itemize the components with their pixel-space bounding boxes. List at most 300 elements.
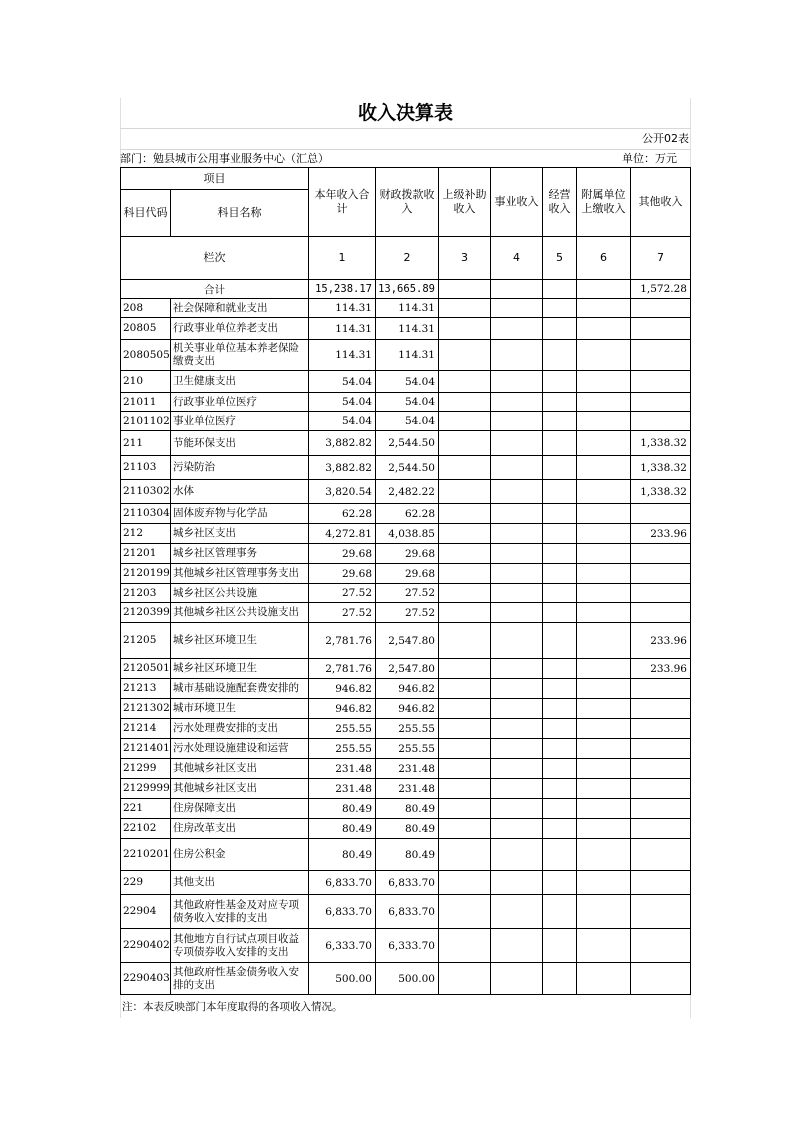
row-superior	[439, 895, 491, 929]
row-code: 208	[121, 299, 171, 318]
table-row	[121, 603, 691, 623]
row-code: 21011	[121, 393, 171, 412]
table-row	[121, 544, 691, 564]
row-code: 21203	[121, 584, 171, 603]
row-other	[631, 393, 691, 412]
row-business	[491, 819, 543, 839]
income-table	[120, 167, 691, 995]
row-operating	[543, 318, 577, 340]
row-other: 1,338.32	[631, 456, 691, 480]
row-total: 54.04	[309, 412, 376, 431]
total-value: 1,572.28	[631, 280, 691, 299]
row-business	[491, 299, 543, 318]
row-business	[491, 318, 543, 340]
row-business	[491, 963, 543, 995]
row-operating	[543, 739, 577, 759]
row-total: 114.31	[309, 340, 376, 371]
row-operating	[543, 799, 577, 819]
row-name: 卫生健康支出	[171, 371, 309, 393]
row-other	[631, 895, 691, 929]
row-business	[491, 524, 543, 544]
row-name: 污染防治	[171, 456, 309, 480]
row-superior	[439, 929, 491, 963]
seq-number: 2	[376, 237, 439, 280]
row-superior	[439, 623, 491, 659]
row-operating	[543, 819, 577, 839]
row-affiliated	[577, 929, 631, 963]
row-business	[491, 895, 543, 929]
row-affiliated	[577, 564, 631, 584]
row-fiscal: 114.31	[376, 299, 439, 318]
row-superior	[439, 963, 491, 995]
row-name: 城乡社区公共设施	[171, 584, 309, 603]
department-line	[120, 150, 691, 167]
row-name: 城市环境卫生	[171, 699, 309, 719]
row-fiscal: 2,547.80	[376, 659, 439, 679]
row-affiliated	[577, 318, 631, 340]
row-business	[491, 659, 543, 679]
row-operating	[543, 603, 577, 623]
total-row	[121, 280, 691, 299]
table-row	[121, 779, 691, 799]
row-affiliated	[577, 603, 631, 623]
row-business	[491, 584, 543, 603]
header-code: 科目代码	[121, 190, 171, 237]
row-operating	[543, 719, 577, 739]
row-fiscal: 27.52	[376, 584, 439, 603]
row-name: 其他支出	[171, 871, 309, 895]
row-operating	[543, 895, 577, 929]
row-other	[631, 963, 691, 995]
row-affiliated	[577, 431, 631, 456]
row-other	[631, 318, 691, 340]
seq-number: 7	[631, 237, 691, 280]
table-row	[121, 318, 691, 340]
row-operating	[543, 480, 577, 504]
row-code: 2080505	[121, 340, 171, 371]
row-total: 114.31	[309, 299, 376, 318]
row-affiliated	[577, 679, 631, 699]
row-business	[491, 779, 543, 799]
header-col-superior: 上级补助收入	[439, 168, 491, 237]
row-fiscal: 54.04	[376, 371, 439, 393]
header-col-fiscal: 财政拨款收入	[376, 168, 439, 237]
row-business	[491, 929, 543, 963]
row-superior	[439, 819, 491, 839]
row-fiscal: 80.49	[376, 819, 439, 839]
row-fiscal: 6,833.70	[376, 871, 439, 895]
seq-number: 4	[491, 237, 543, 280]
row-superior	[439, 603, 491, 623]
row-total: 62.28	[309, 504, 376, 524]
row-total: 114.31	[309, 318, 376, 340]
row-operating	[543, 299, 577, 318]
row-business	[491, 799, 543, 819]
row-business	[491, 719, 543, 739]
row-other	[631, 799, 691, 819]
row-affiliated	[577, 799, 631, 819]
row-operating	[543, 340, 577, 371]
table-row	[121, 799, 691, 819]
row-fiscal: 255.55	[376, 719, 439, 739]
total-value	[439, 280, 491, 299]
row-name: 固体废弃物与化学品	[171, 504, 309, 524]
row-total: 4,272.81	[309, 524, 376, 544]
row-name: 其他城乡社区公共设施支出	[171, 603, 309, 623]
row-business	[491, 564, 543, 584]
row-fiscal: 29.68	[376, 544, 439, 564]
report-title: 收入决算表	[120, 98, 691, 129]
row-business	[491, 871, 543, 895]
row-total: 231.48	[309, 759, 376, 779]
row-other	[631, 779, 691, 799]
table-row	[121, 679, 691, 699]
row-name: 城乡社区环境卫生	[171, 659, 309, 679]
row-operating	[543, 659, 577, 679]
row-code: 22904	[121, 895, 171, 929]
row-name: 其他政府性基金债务收入安排的支出	[171, 963, 309, 995]
row-affiliated	[577, 623, 631, 659]
row-name: 行政事业单位医疗	[171, 393, 309, 412]
row-superior	[439, 504, 491, 524]
row-superior	[439, 584, 491, 603]
row-total: 80.49	[309, 819, 376, 839]
row-code: 22102	[121, 819, 171, 839]
row-operating	[543, 699, 577, 719]
row-total: 946.82	[309, 699, 376, 719]
row-affiliated	[577, 504, 631, 524]
row-fiscal: 62.28	[376, 504, 439, 524]
row-affiliated	[577, 456, 631, 480]
row-other	[631, 819, 691, 839]
row-other: 233.96	[631, 659, 691, 679]
row-operating	[543, 963, 577, 995]
row-fiscal: 255.55	[376, 739, 439, 759]
table-note: 注：本表反映部门本年度取得的各项收入情况。	[122, 1001, 343, 1013]
row-name: 其他政府性基金及对应专项债务收入安排的支出	[171, 895, 309, 929]
table-row	[121, 929, 691, 963]
row-total: 3,882.82	[309, 431, 376, 456]
row-code: 20805	[121, 318, 171, 340]
row-fiscal: 500.00	[376, 963, 439, 995]
header-col-total: 本年收入合计	[309, 168, 376, 237]
row-fiscal: 2,544.50	[376, 431, 439, 456]
table-row	[121, 699, 691, 719]
header-col-other: 其他收入	[631, 168, 691, 237]
row-name: 城乡社区环境卫生	[171, 623, 309, 659]
row-superior	[439, 340, 491, 371]
row-code: 2101102	[121, 412, 171, 431]
total-value: 13,665.89	[376, 280, 439, 299]
row-name: 节能环保支出	[171, 431, 309, 456]
header-name: 科目名称	[171, 190, 309, 237]
row-name: 社会保障和就业支出	[171, 299, 309, 318]
table-row	[121, 393, 691, 412]
table-row	[121, 584, 691, 603]
row-other	[631, 719, 691, 739]
row-name: 机关事业单位基本养老保险缴费支出	[171, 340, 309, 371]
row-operating	[543, 371, 577, 393]
row-total: 27.52	[309, 584, 376, 603]
form-number: 公开02表	[120, 129, 691, 150]
row-business	[491, 340, 543, 371]
row-total: 54.04	[309, 371, 376, 393]
row-business	[491, 412, 543, 431]
header-col-operating: 经营收入	[543, 168, 577, 237]
row-total: 6,833.70	[309, 871, 376, 895]
table-row	[121, 299, 691, 318]
table-row	[121, 871, 691, 895]
row-fiscal: 4,038.85	[376, 524, 439, 544]
row-code: 21205	[121, 623, 171, 659]
row-superior	[439, 739, 491, 759]
row-other	[631, 679, 691, 699]
row-affiliated	[577, 963, 631, 995]
row-code: 212	[121, 524, 171, 544]
row-code: 21103	[121, 456, 171, 480]
row-total: 80.49	[309, 799, 376, 819]
row-other: 233.96	[631, 524, 691, 544]
row-affiliated	[577, 480, 631, 504]
row-affiliated	[577, 584, 631, 603]
row-fiscal: 54.04	[376, 393, 439, 412]
row-operating	[543, 679, 577, 699]
row-operating	[543, 564, 577, 584]
row-code: 21214	[121, 719, 171, 739]
row-code: 211	[121, 431, 171, 456]
row-operating	[543, 929, 577, 963]
row-fiscal: 80.49	[376, 839, 439, 871]
row-other	[631, 564, 691, 584]
row-operating	[543, 759, 577, 779]
row-business	[491, 623, 543, 659]
row-superior	[439, 679, 491, 699]
row-affiliated	[577, 839, 631, 871]
row-code: 2210201	[121, 839, 171, 871]
row-affiliated	[577, 371, 631, 393]
row-other	[631, 504, 691, 524]
row-total: 6,833.70	[309, 895, 376, 929]
row-total: 3,882.82	[309, 456, 376, 480]
row-business	[491, 456, 543, 480]
table-row	[121, 480, 691, 504]
row-operating	[543, 839, 577, 871]
total-value	[577, 280, 631, 299]
row-other	[631, 544, 691, 564]
row-other	[631, 603, 691, 623]
seq-number: 1	[309, 237, 376, 280]
total-label: 合计	[121, 280, 309, 299]
table-row	[121, 340, 691, 371]
row-total: 27.52	[309, 603, 376, 623]
row-other	[631, 839, 691, 871]
row-affiliated	[577, 524, 631, 544]
total-value	[543, 280, 577, 299]
row-superior	[439, 524, 491, 544]
table-row	[121, 504, 691, 524]
row-name: 城市基础设施配套费安排的	[171, 679, 309, 699]
row-name: 城乡社区支出	[171, 524, 309, 544]
row-code: 2120199	[121, 564, 171, 584]
row-superior	[439, 699, 491, 719]
row-other: 1,338.32	[631, 480, 691, 504]
row-name: 行政事业单位养老支出	[171, 318, 309, 340]
row-name: 污水处理设施建设和运营	[171, 739, 309, 759]
row-superior	[439, 871, 491, 895]
row-other	[631, 759, 691, 779]
row-affiliated	[577, 659, 631, 679]
row-affiliated	[577, 819, 631, 839]
row-affiliated	[577, 340, 631, 371]
table-row	[121, 564, 691, 584]
row-total: 2,781.76	[309, 623, 376, 659]
row-superior	[439, 456, 491, 480]
row-business	[491, 759, 543, 779]
row-fiscal: 29.68	[376, 564, 439, 584]
row-total: 29.68	[309, 564, 376, 584]
row-code: 229	[121, 871, 171, 895]
row-superior	[439, 299, 491, 318]
row-affiliated	[577, 412, 631, 431]
row-code: 2110304	[121, 504, 171, 524]
unit-label: 单位：万元	[622, 152, 677, 165]
row-affiliated	[577, 299, 631, 318]
row-operating	[543, 524, 577, 544]
seq-number: 6	[577, 237, 631, 280]
row-name: 住房改革支出	[171, 819, 309, 839]
header-col-business: 事业收入	[491, 168, 543, 237]
row-affiliated	[577, 759, 631, 779]
table-row	[121, 895, 691, 929]
row-operating	[543, 871, 577, 895]
row-code: 2290402	[121, 929, 171, 963]
row-code: 2290403	[121, 963, 171, 995]
row-affiliated	[577, 739, 631, 759]
row-business	[491, 504, 543, 524]
row-operating	[543, 431, 577, 456]
row-total: 80.49	[309, 839, 376, 871]
row-code: 2129999	[121, 779, 171, 799]
row-superior	[439, 412, 491, 431]
row-code: 2121401	[121, 739, 171, 759]
row-affiliated	[577, 393, 631, 412]
row-fiscal: 2,482.22	[376, 480, 439, 504]
row-total: 946.82	[309, 679, 376, 699]
seq-number: 5	[543, 237, 577, 280]
table-row	[121, 431, 691, 456]
seq-number: 3	[439, 237, 491, 280]
row-code: 210	[121, 371, 171, 393]
row-total: 54.04	[309, 393, 376, 412]
row-total: 29.68	[309, 544, 376, 564]
row-code: 2120399	[121, 603, 171, 623]
row-operating	[543, 779, 577, 799]
row-name: 城乡社区管理事务	[171, 544, 309, 564]
row-business	[491, 839, 543, 871]
row-name: 其他地方自行试点项目收益专项债券收入安排的支出	[171, 929, 309, 963]
row-name: 其他城乡社区支出	[171, 779, 309, 799]
row-business	[491, 371, 543, 393]
row-other	[631, 871, 691, 895]
row-other	[631, 340, 691, 371]
row-operating	[543, 544, 577, 564]
row-fiscal: 27.52	[376, 603, 439, 623]
row-affiliated	[577, 871, 631, 895]
table-row	[121, 659, 691, 679]
row-business	[491, 544, 543, 564]
row-business	[491, 679, 543, 699]
row-business	[491, 699, 543, 719]
row-code: 2110302	[121, 480, 171, 504]
row-other	[631, 739, 691, 759]
row-fiscal: 6,333.70	[376, 929, 439, 963]
seq-row	[121, 237, 691, 280]
row-superior	[439, 839, 491, 871]
row-superior	[439, 431, 491, 456]
row-other	[631, 699, 691, 719]
table-row	[121, 739, 691, 759]
row-fiscal: 946.82	[376, 699, 439, 719]
table-row	[121, 759, 691, 779]
table-row	[121, 524, 691, 544]
table-row	[121, 963, 691, 995]
row-other: 233.96	[631, 623, 691, 659]
row-fiscal: 2,544.50	[376, 456, 439, 480]
row-name: 其他城乡社区支出	[171, 759, 309, 779]
row-other	[631, 371, 691, 393]
row-superior	[439, 480, 491, 504]
row-total: 255.55	[309, 739, 376, 759]
row-operating	[543, 504, 577, 524]
row-other	[631, 299, 691, 318]
row-other: 1,338.32	[631, 431, 691, 456]
header-col-affiliated: 附属单位上缴收入	[577, 168, 631, 237]
row-code: 21213	[121, 679, 171, 699]
table-row	[121, 719, 691, 739]
row-total: 2,781.76	[309, 659, 376, 679]
header-item: 项目	[121, 168, 309, 190]
row-operating	[543, 412, 577, 431]
row-total: 231.48	[309, 779, 376, 799]
row-affiliated	[577, 699, 631, 719]
row-affiliated	[577, 895, 631, 929]
table-row	[121, 371, 691, 393]
seq-label: 栏次	[121, 237, 309, 280]
row-name: 水体	[171, 480, 309, 504]
department-name: 部门：勉县城市公用事业服务中心（汇总）	[120, 152, 329, 165]
row-business	[491, 393, 543, 412]
row-other	[631, 584, 691, 603]
total-value	[491, 280, 543, 299]
row-total: 255.55	[309, 719, 376, 739]
row-superior	[439, 393, 491, 412]
row-code: 21299	[121, 759, 171, 779]
row-fiscal: 80.49	[376, 799, 439, 819]
row-affiliated	[577, 719, 631, 739]
table-row	[121, 819, 691, 839]
row-fiscal: 114.31	[376, 340, 439, 371]
row-name: 住房公积金	[171, 839, 309, 871]
row-fiscal: 6,833.70	[376, 895, 439, 929]
row-code: 21201	[121, 544, 171, 564]
row-code: 2121302	[121, 699, 171, 719]
row-business	[491, 431, 543, 456]
row-affiliated	[577, 779, 631, 799]
row-operating	[543, 456, 577, 480]
row-code: 221	[121, 799, 171, 819]
row-business	[491, 480, 543, 504]
row-name: 事业单位医疗	[171, 412, 309, 431]
